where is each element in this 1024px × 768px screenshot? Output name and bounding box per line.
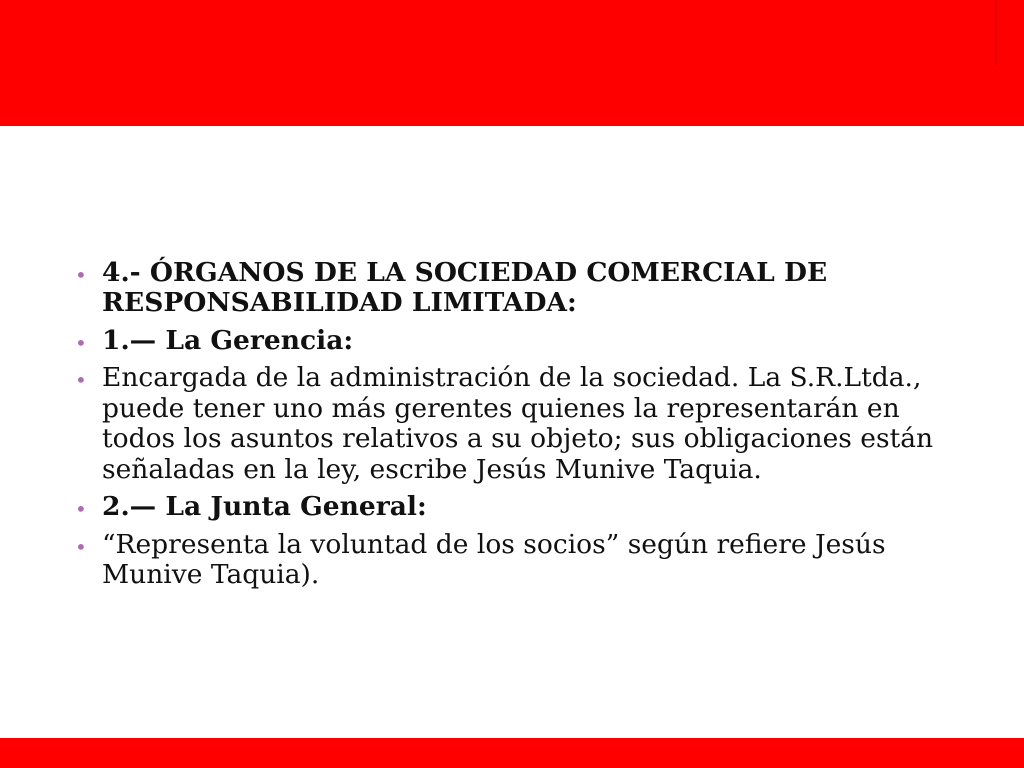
bullet-text: 2.— La Junta General:	[102, 491, 427, 523]
bullet-text: “Representa la voluntad de los socios” según refiere Jesús Munive Taquia).	[102, 528, 886, 591]
bottom-red-band	[0, 738, 1024, 768]
bullet-dot-icon: •	[75, 330, 87, 355]
bullet-item-organos	[72, 258, 952, 319]
bullet-list	[72, 258, 952, 591]
bullet-item-junta-quote	[72, 530, 952, 591]
bullet-item-gerencia-description	[72, 363, 952, 485]
bullet-text: 4.- ÓRGANOS DE LA SOCIEDAD COMERCIAL DE RESPONSABILIDAD LIMITADA:	[102, 257, 828, 319]
bullet-dot-icon: •	[75, 534, 87, 559]
top-red-band	[0, 0, 1024, 126]
bullet-dot-icon: •	[75, 368, 87, 393]
bullet-dot-icon: •	[75, 263, 87, 287]
slide-content	[72, 258, 952, 598]
bullet-text: Encargada de la administración de la sociedad. La S.R.Ltda., puede tener uno más gerentes quienes la representarán en todos los asuntos relativos a su objeto; sus obligaciones están señaladas en la ley, escribe Jesús Munive Taquia.	[102, 362, 934, 485]
band-accent-line	[995, 0, 997, 66]
bullet-item-gerencia	[72, 326, 952, 356]
bullet-item-junta-general	[72, 492, 952, 522]
bullet-text: 1.— La Gerencia:	[102, 324, 354, 356]
bullet-dot-icon: •	[75, 497, 87, 522]
